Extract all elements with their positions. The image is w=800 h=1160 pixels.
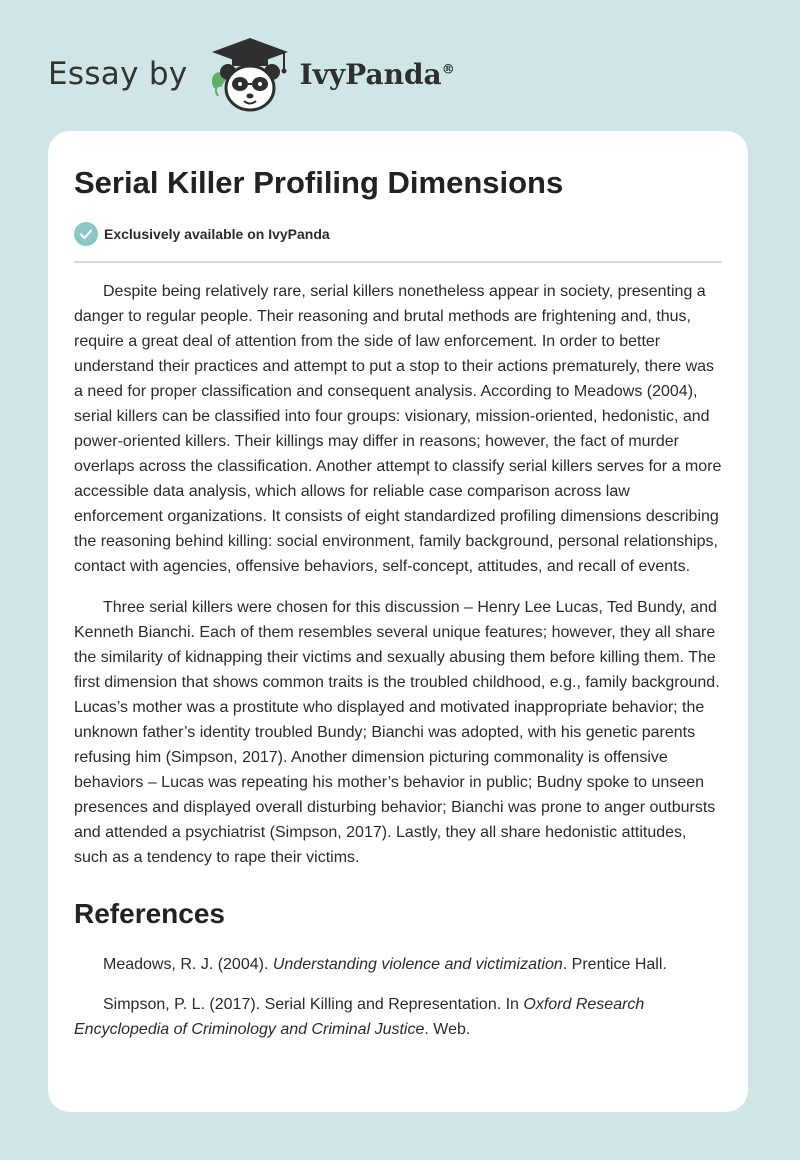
ivypanda-logo-icon [204, 34, 296, 114]
essay-card [48, 131, 748, 1112]
essay-body [74, 279, 722, 1042]
brand-header[interactable] [48, 34, 455, 114]
brand-prefix: Essay by [48, 56, 188, 92]
paragraph: Three serial killers were chosen for this discussion – Henry Lee Lucas, Ted Bundy, and Kenneth Bianchi. Each of them resembles several unique features; however, they all share the similarity of kidnapping their victims and sexually abusing them before killing them. The first dimension that shows common traits is the troubled childhood, e.g., family background. Lucas’s mother was a prostitute who displayed and motivated inappropriate behavior; the unknown father’s identity troubled Bundy; Bianchi was adopted, with his genetic parents refusing him (Simpson, 2017). Another dimension picturing commonality is offensive behaviors – Lucas was repeating his mother’s behavior in public; Budny spoke to unseen presences and displayed overall disturbing behavior; Bianchi was prone to anger outbursts and attended a psychiatrist (Simpson, 2017). Lastly, they all share hedonistic attitudes, such as a tendency to rape their victims. [74, 599, 720, 866]
references-heading: References [74, 898, 225, 929]
exclusive-label: Exclusively available on IvyPanda [104, 226, 330, 242]
reference-item: Simpson, P. L. (2017). Serial Killing and Representation. In Oxford Research Encyclopedia of Criminology and Criminal Justice. Web. [74, 996, 645, 1038]
divider [74, 261, 722, 263]
registered-mark: ® [441, 62, 455, 78]
brand-name: IvyPanda® [299, 57, 455, 91]
exclusive-badge [74, 222, 330, 246]
page-title: Serial Killer Profiling Dimensions [74, 165, 564, 200]
paragraph: Despite being relatively rare, serial killers nonetheless appear in society, presenting a danger to regular people. Their reasoning and brutal methods are frightening and, thus, require a great deal of attention from the side of law enforcement. In order to better understand their practices and attempt to put a stop to their actions prematurely, there was a need for proper classification and consequent analysis. According to Meadows (2004), serial killers can be classified into four groups: visionary, mission-oriented, hedonistic, and power-oriented killers. Their killings may differ in reasons; however, the fact of murder overlaps across the classification. Another attempt to classify serial killers serves for a more accessible data analysis, which allows for reliable case comparison across law enforcement organizations. It consists of eight standardized profiling dimensions describing the reasoning behind killing: social environment, family background, personal relationships, contact with agencies, offensive behaviors, self-concept, attitudes, and recall of events. [74, 283, 722, 575]
check-icon [74, 222, 98, 246]
reference-item: Meadows, R. J. (2004). Understanding violence and victimization. Prentice Hall. [103, 956, 667, 973]
